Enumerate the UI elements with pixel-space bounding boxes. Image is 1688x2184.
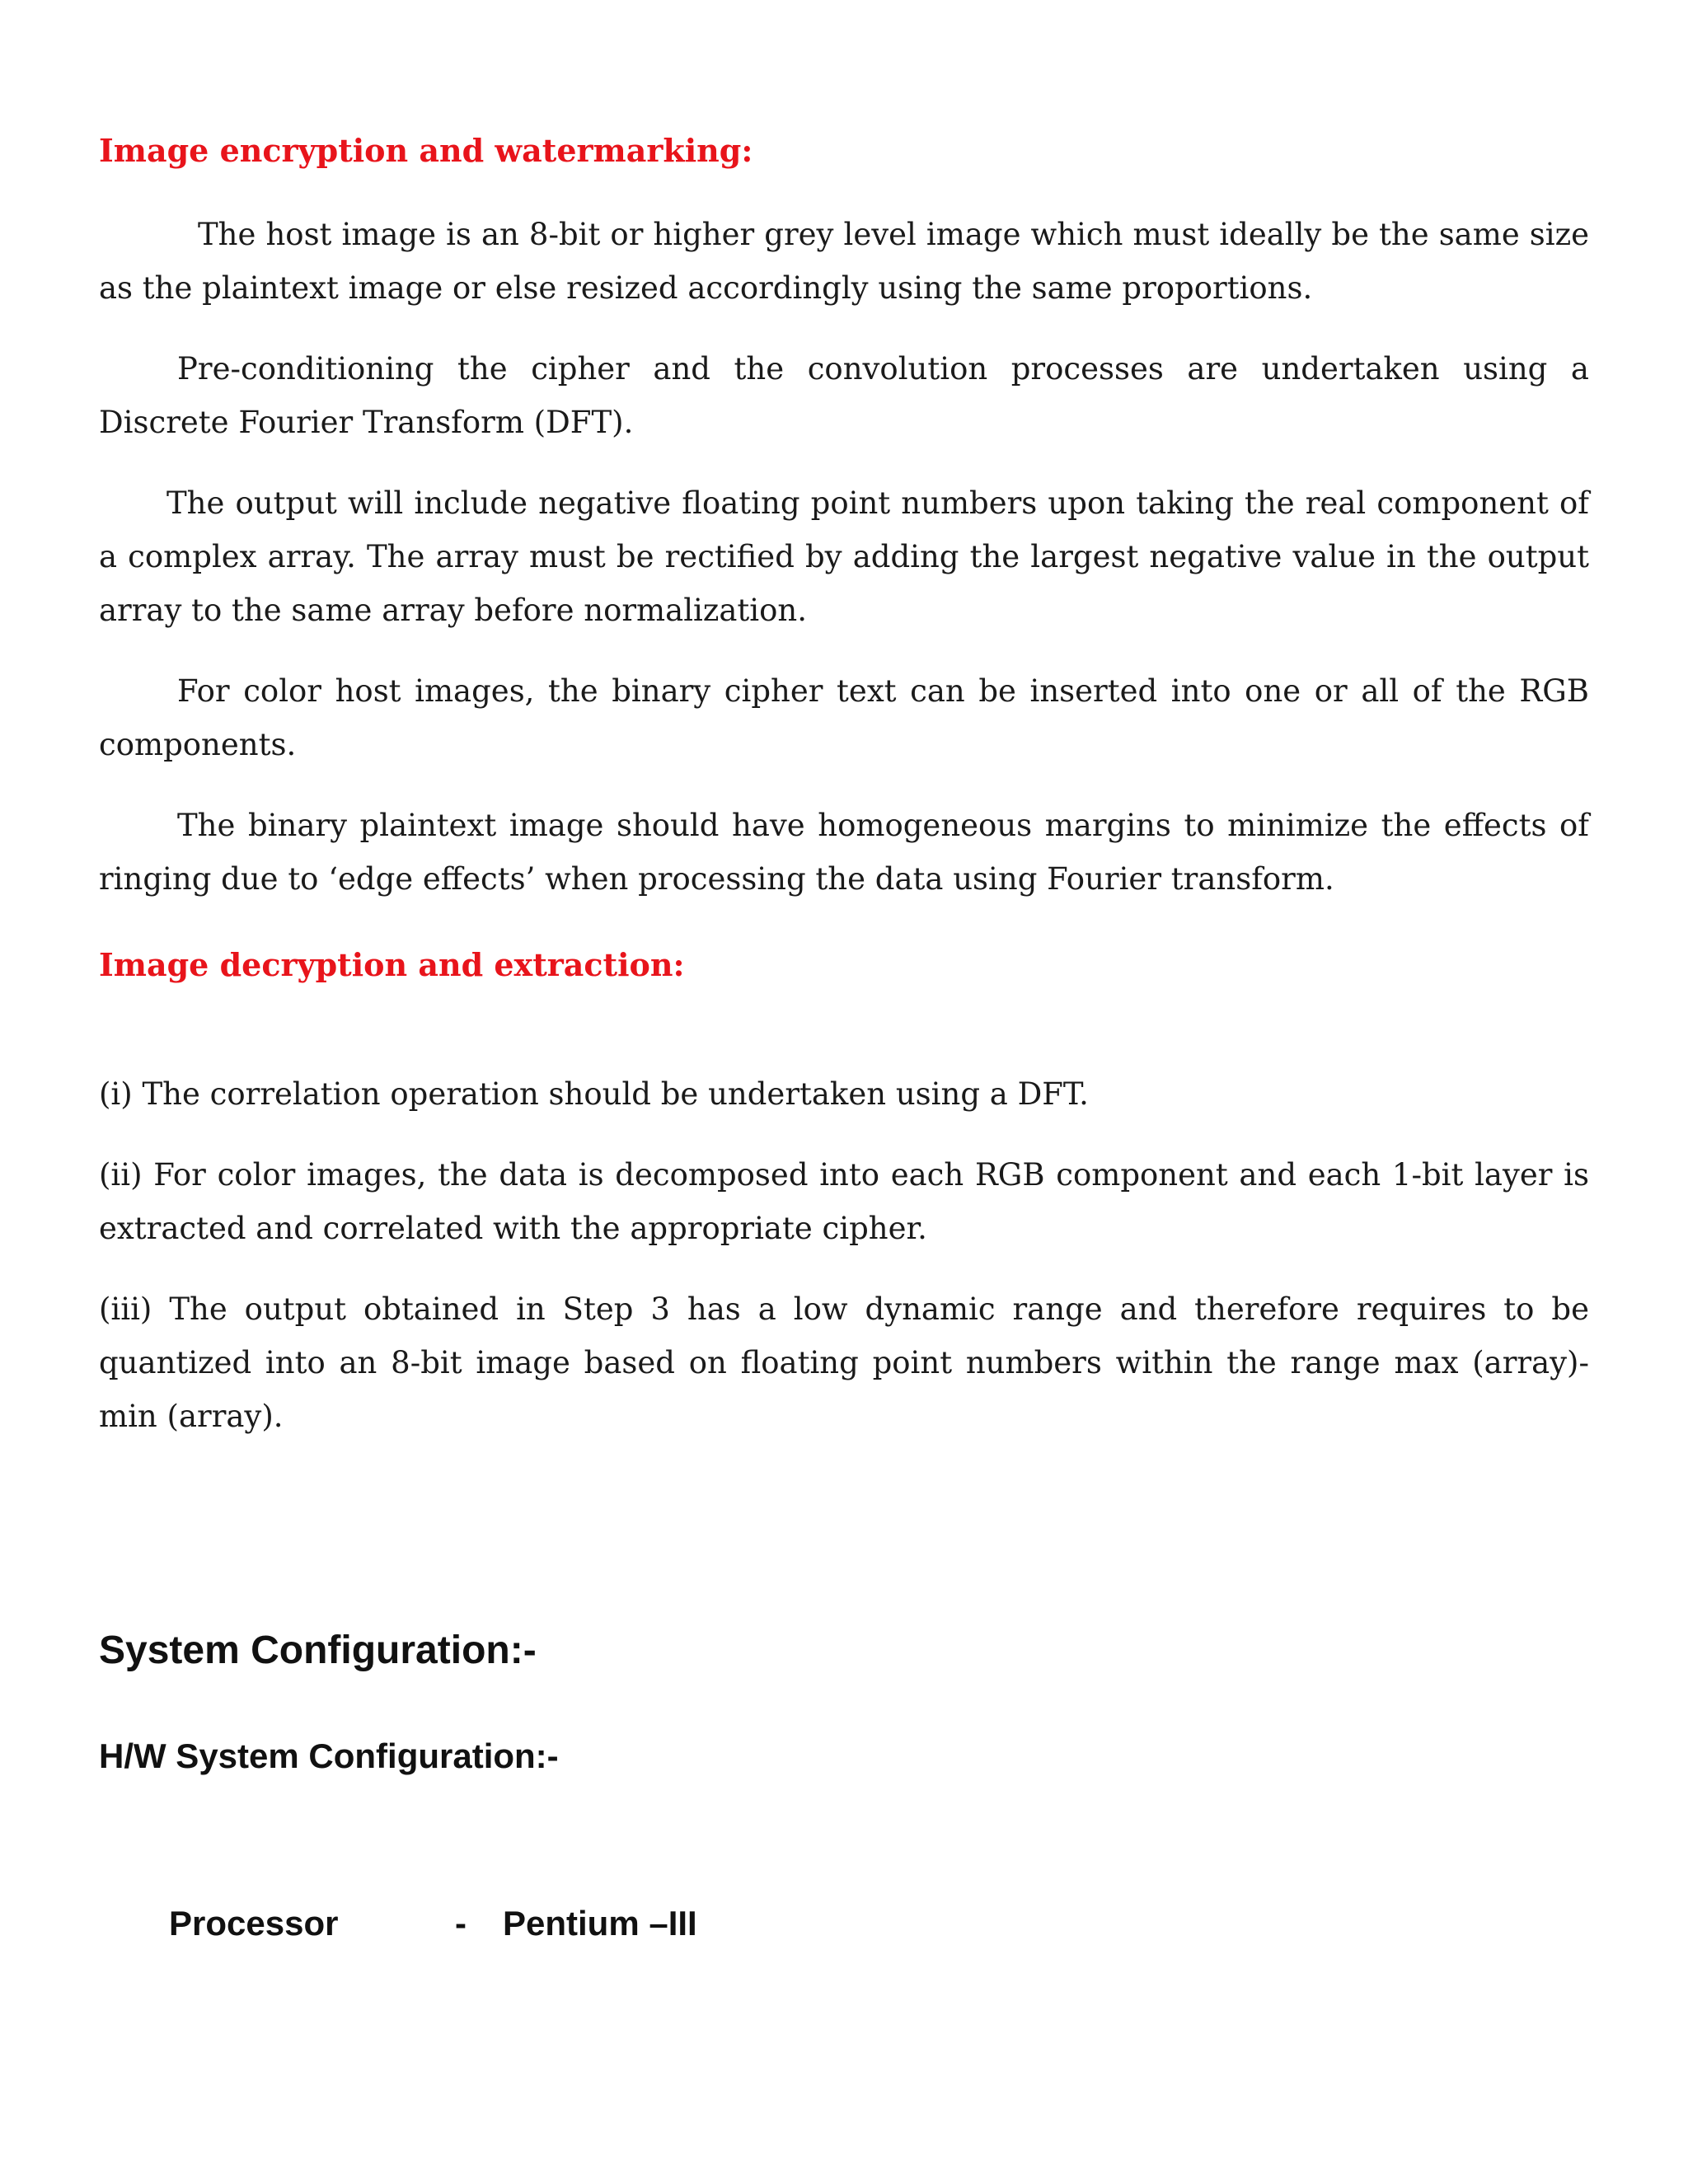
encryption-paragraph-host-image: The host image is an 8-bit or higher grey level image which must ideally be the same size as the plaintext image or else resized accordingly using the same proportions. xyxy=(99,217,1589,306)
hw-configuration-heading: H/W System Configuration:- xyxy=(99,1736,559,1775)
encryption-paragraph-color-host: For color host images, the binary cipher text can be inserted into one or all of the RGB components. xyxy=(99,673,1589,762)
processor-separator: - xyxy=(455,1904,467,1943)
processor-label: Processor xyxy=(169,1904,339,1943)
decryption-heading: Image decryption and extraction: xyxy=(99,946,685,983)
encryption-paragraph-preconditioning: Pre-conditioning the cipher and the convolution processes are undertaken using a Discrete Fourier Transform (DFT). xyxy=(99,351,1589,440)
processor-value: Pentium –III xyxy=(503,1904,697,1943)
encryption-paragraph-margins: The binary plaintext image should have homogeneous margins to minimize the effects of ringing due to ‘edge effects’ when processing the data using Fourier transform. xyxy=(99,808,1589,897)
decryption-step-1: (i) The correlation operation should be undertaken using a DFT. xyxy=(99,1076,1089,1112)
encryption-paragraph-output: The output will include negative floating point numbers upon taking the real component of a complex array. The array must be rectified by adding the largest negative value in the output array to the same array before normalization. xyxy=(99,485,1589,628)
decryption-step-3: (iii) The output obtained in Step 3 has a low dynamic range and therefore requires to be quantized into an 8-bit image based on floating point numbers within the range max (array)-min (array). xyxy=(99,1291,1589,1434)
encryption-heading: Image encryption and watermarking: xyxy=(99,132,753,169)
decryption-step-2: (ii) For color images, the data is decomposed into each RGB component and each 1-bit layer is extracted and correlated with the appropriate cipher. xyxy=(99,1157,1589,1246)
system-configuration-heading: System Configuration:- xyxy=(99,1629,537,1672)
